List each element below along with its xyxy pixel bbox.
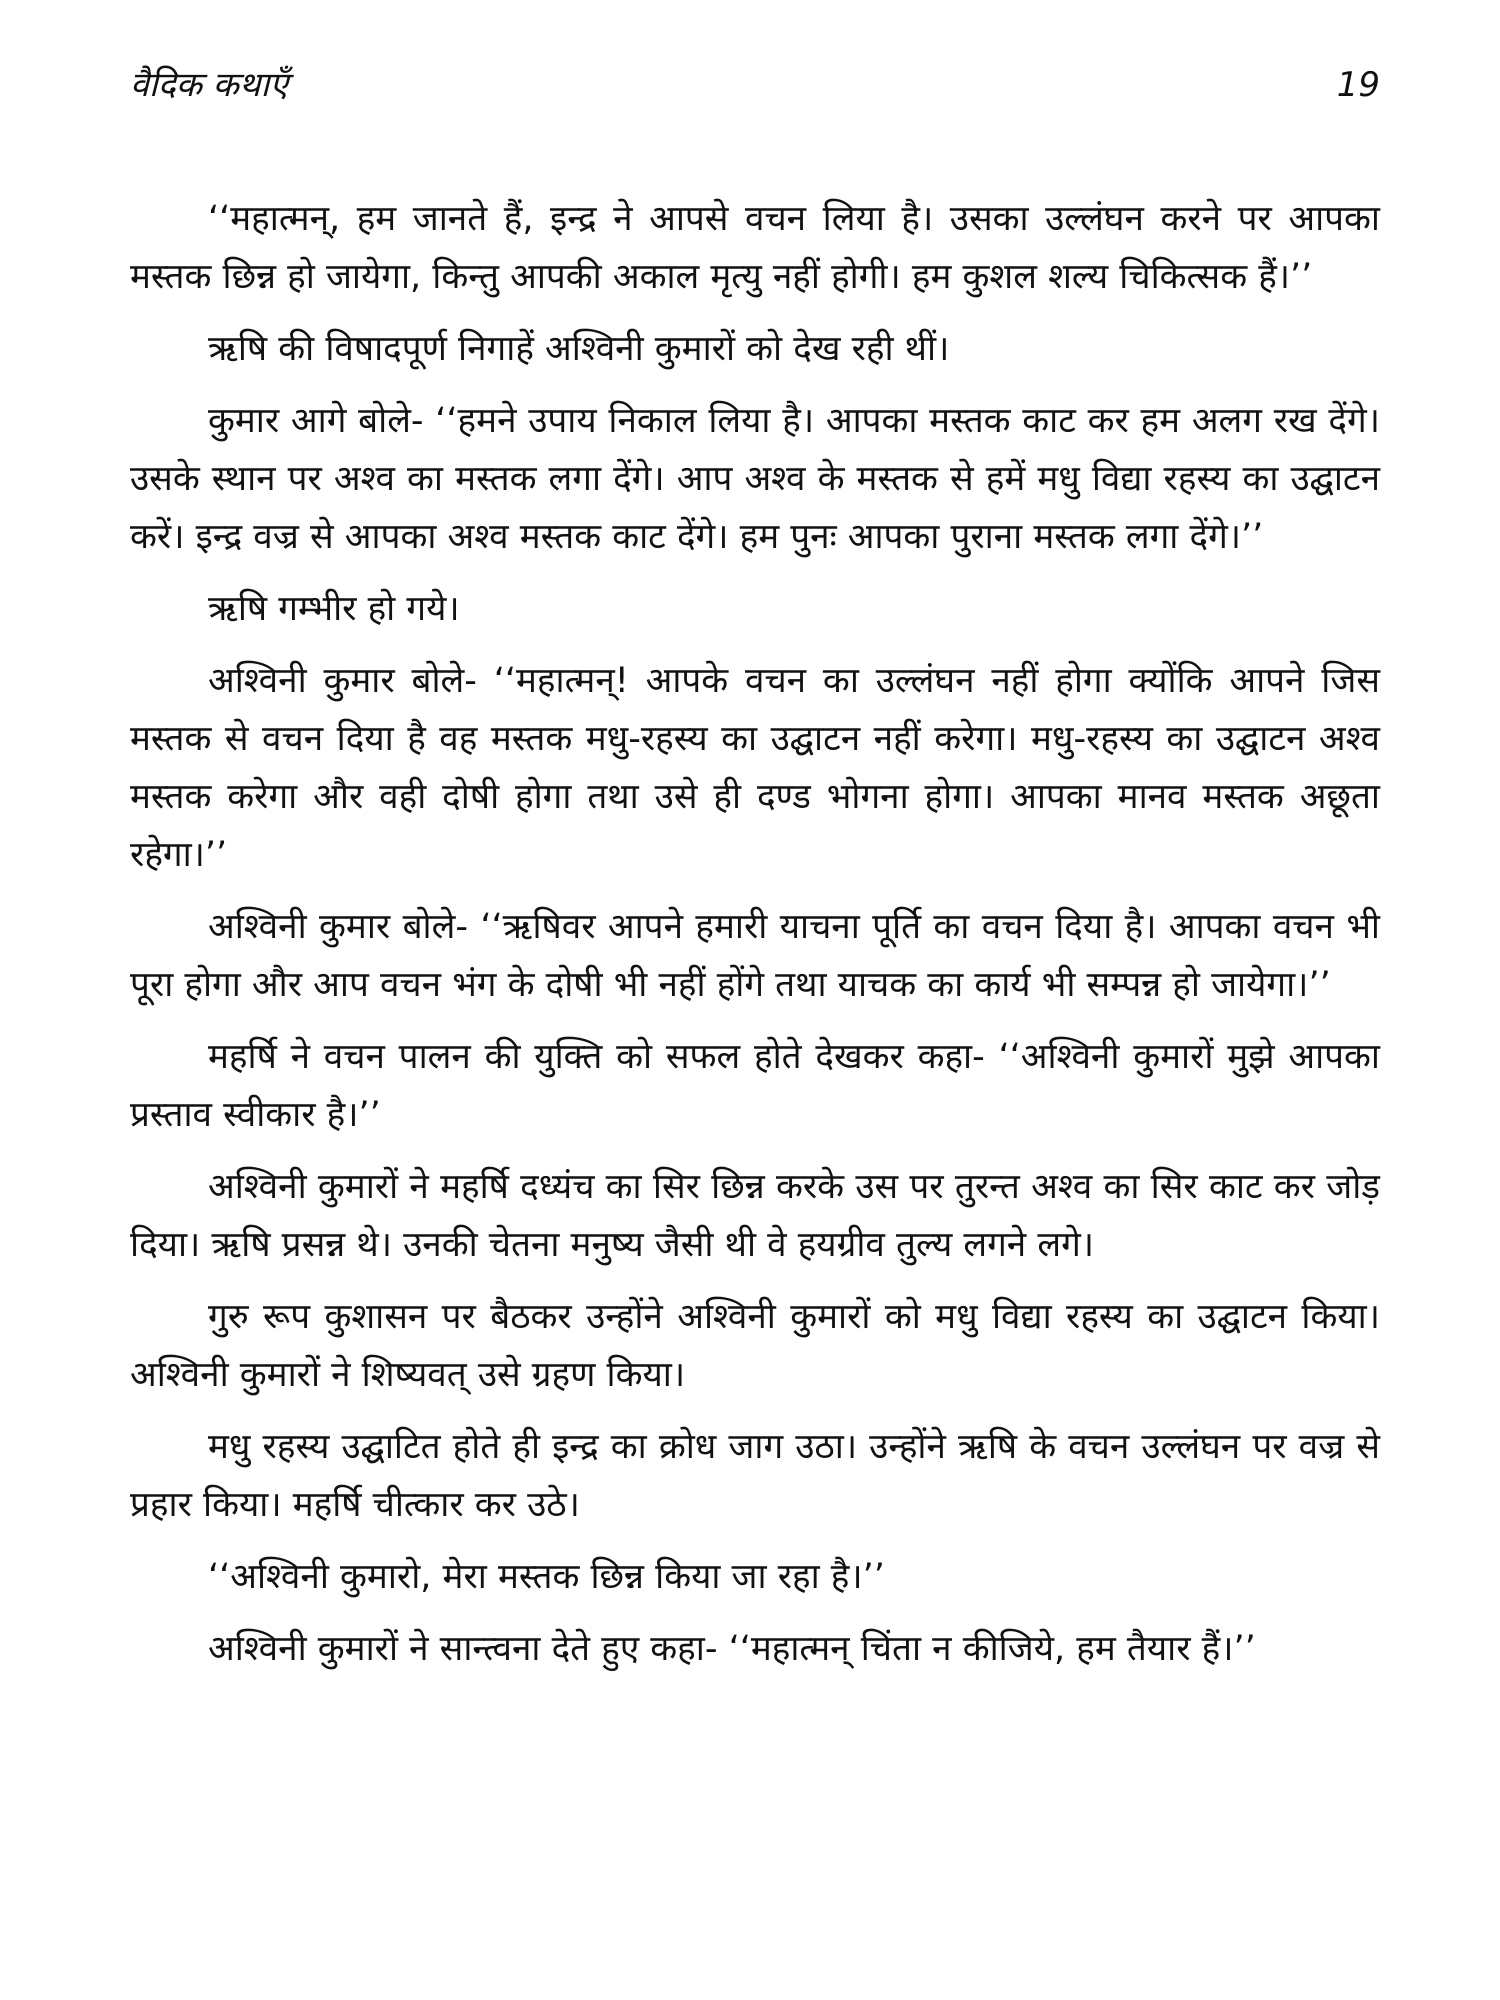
paragraph: अश्विनी कुमार बोले- ‘‘महात्मन्! आपके वचन का उल्लंघन नहीं होगा क्योंकि आपने जिस मस्तक से वचन दिया है वह मस्तक मधु-रहस्य का उद्घाटन नहीं करेगा। मधु-रहस्य का उद्घाटन अश्व मस्तक करेगा और वही दोषी होगा तथा उसे ही दण्ड भोगना होगा। आपका मानव मस्तक अछूता रहेगा।’’ (130, 661, 1380, 875)
paragraph: गुरु रूप कुशासन पर बैठकर उन्होंने अश्विनी कुमारों को मधु विद्या रहस्य का उद्घाटन किया। अश्विनी कुमारों ने शिष्यवत् उसे ग्रहण किया। (130, 1297, 1380, 1395)
paragraph: अश्विनी कुमारों ने महर्षि दध्यंच का सिर छिन्न करके उस पर तुरन्त अश्व का सिर काट कर जोड़ दिया। ऋषि प्रसन्न थे। उनकी चेतना मनुष्य जैसी थी वे हयग्रीव तुल्य लगने लगे। (130, 1167, 1380, 1265)
paragraph: मधु रहस्य उद्घाटित होते ही इन्द्र का क्रोध जाग उठा। उन्होंने ऋषि के वचन उल्लंघन पर वज्र से प्रहार किया। महर्षि चीत्कार कर उठे। (130, 1427, 1380, 1525)
body-text (130, 190, 1380, 1692)
page-number: 19 (1336, 65, 1380, 105)
paragraph: ‘‘महात्मन्, हम जानते हैं, इन्द्र ने आपसे वचन लिया है। उसका उल्लंघन करने पर आपका मस्तक छिन्न हो जायेगा, किन्तु आपकी अकाल मृत्यु नहीं होगी। हम कुशल शल्य चिकित्सक हैं।’’ (130, 199, 1380, 297)
paragraph: अश्विनी कुमारों ने सान्त्वना देते हुए कहा- ‘‘महात्मन् चिंता न कीजिये, हम तैयार हैं।’’ (208, 1629, 1256, 1669)
paragraph: ऋषि गम्भीर हो गये। (208, 589, 460, 629)
paragraph: ‘‘अश्विनी कुमारो, मेरा मस्तक छिन्न किया जा रहा है।’’ (208, 1557, 885, 1597)
paragraph: महर्षि ने वचन पालन की युक्ति को सफल होते देखकर कहा- ‘‘अश्विनी कुमारों मुझे आपका प्रस्ताव स्वीकार है।’’ (130, 1037, 1380, 1135)
paragraph: अश्विनी कुमार बोले- ‘‘ऋषिवर आपने हमारी याचना पूर्ति का वचन दिया है। आपका वचन भी पूरा होगा और आप वचन भंग के दोषी भी नहीं होंगे तथा याचक का कार्य भी सम्पन्न हो जायेगा।’’ (130, 907, 1380, 1005)
paragraph: कुमार आगे बोले- ‘‘हमने उपाय निकाल लिया है। आपका मस्तक काट कर हम अलग रख देंगे। उसके स्थान पर अश्व का मस्तक लगा देंगे। आप अश्व के मस्तक से हमें मधु विद्या रहस्य का उद्घाटन करें। इन्द्र वज्र से आपका अश्व मस्तक काट देंगे। हम पुनः आपका पुराना मस्तक लगा देंगे।’’ (130, 401, 1380, 557)
book-title: वैदिक कथाएँ (130, 65, 289, 105)
running-header (130, 60, 1380, 110)
paragraph: ऋषि की विषादपूर्ण निगाहें अश्विनी कुमारों को देख रही थीं। (208, 329, 950, 369)
